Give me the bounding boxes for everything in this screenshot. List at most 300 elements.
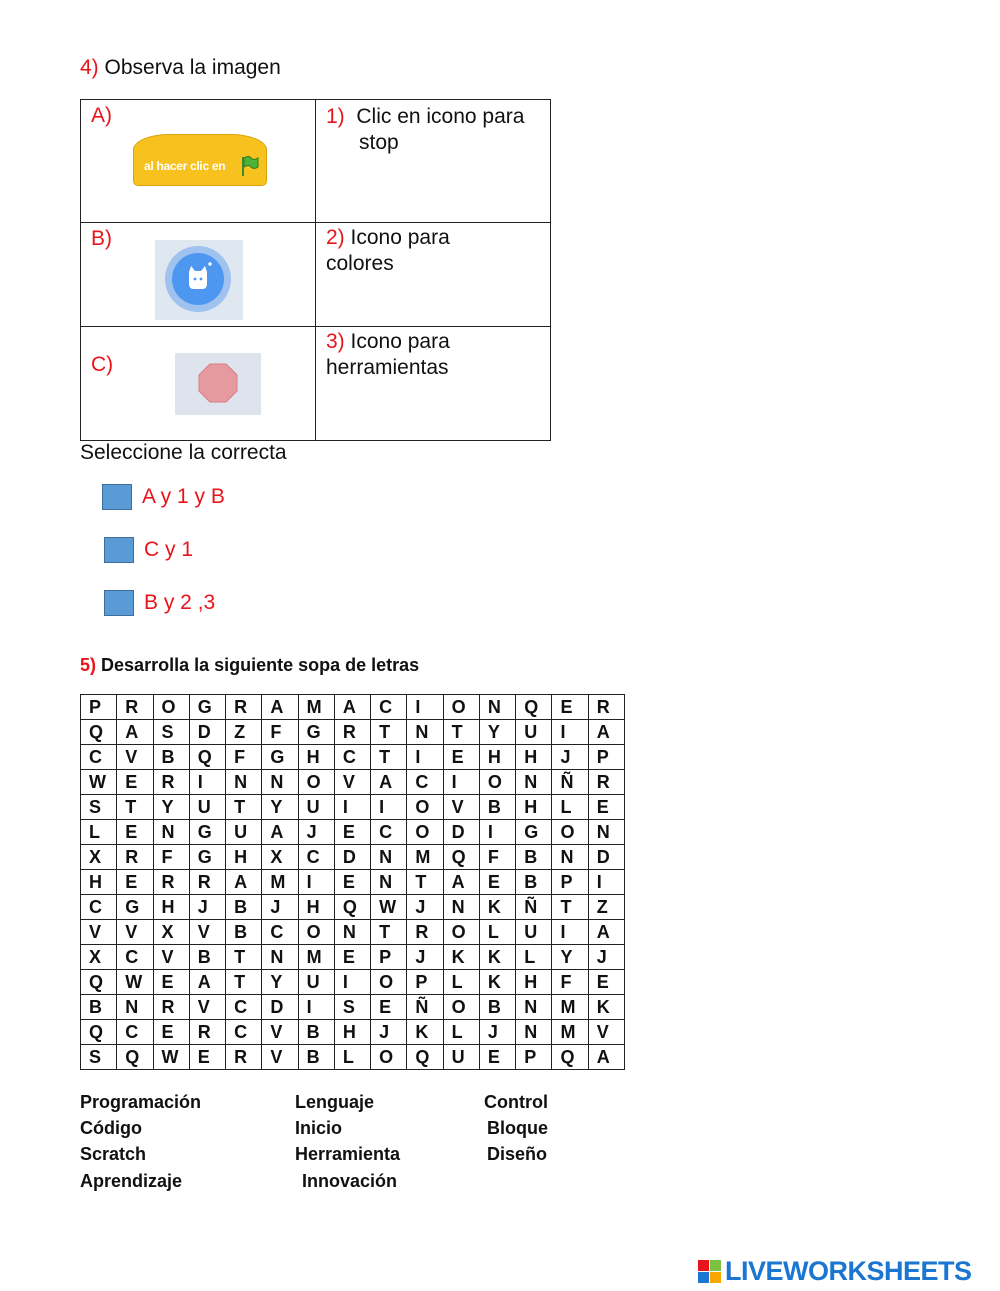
grid-cell[interactable]: E [479, 1045, 515, 1070]
grid-cell[interactable]: N [443, 895, 479, 920]
grid-cell[interactable]: Q [81, 1020, 117, 1045]
grid-cell[interactable]: R [117, 845, 153, 870]
grid-cell[interactable]: U [516, 720, 552, 745]
grid-cell[interactable]: T [371, 920, 407, 945]
word-list-item: Programación [80, 1092, 202, 1112]
stop-octagon-icon [175, 353, 261, 415]
image-cell-b [81, 223, 316, 327]
grid-cell[interactable]: L [81, 820, 117, 845]
description-text [316, 100, 550, 158]
grid-cell[interactable]: E [588, 795, 624, 820]
grid-cell[interactable]: B [226, 920, 262, 945]
grid-cell[interactable]: V [189, 995, 225, 1020]
grid-cell[interactable]: N [516, 1020, 552, 1045]
grid-cell[interactable]: Ñ [407, 995, 443, 1020]
grid-cell[interactable]: E [479, 870, 515, 895]
grid-cell[interactable]: J [552, 745, 588, 770]
description-line-1: Clic en icono para [356, 105, 525, 128]
grid-cell[interactable]: W [81, 770, 117, 795]
grid-cell[interactable]: T [226, 795, 262, 820]
grid-cell[interactable]: T [226, 945, 262, 970]
grid-cell[interactable]: T [117, 795, 153, 820]
grid-cell[interactable]: I [552, 920, 588, 945]
grid-cell[interactable]: R [407, 920, 443, 945]
grid-cell[interactable]: N [117, 995, 153, 1020]
grid-cell[interactable]: I [371, 795, 407, 820]
grid-cell[interactable]: H [334, 1020, 370, 1045]
grid-cell[interactable]: T [371, 745, 407, 770]
green-flag-icon [241, 155, 259, 177]
grid-cell[interactable]: T [371, 720, 407, 745]
grid-cell[interactable]: F [153, 845, 189, 870]
image-cell-a [81, 100, 316, 223]
grid-row [81, 895, 625, 920]
answer-checkbox[interactable] [104, 590, 134, 616]
when-flag-clicked-block-image [133, 134, 267, 186]
grid-cell[interactable]: M [298, 945, 334, 970]
grid-cell[interactable]: G [189, 845, 225, 870]
grid-cell[interactable]: E [117, 770, 153, 795]
word-list-item: Diseño [487, 1144, 548, 1164]
grid-cell[interactable]: G [298, 720, 334, 745]
grid-cell[interactable]: Z [588, 895, 624, 920]
grid-cell[interactable]: J [479, 1020, 515, 1045]
description-line-1: Icono para [350, 330, 450, 353]
grid-cell[interactable]: M [552, 995, 588, 1020]
grid-cell[interactable]: V [443, 795, 479, 820]
grid-cell[interactable]: P [552, 870, 588, 895]
grid-cell[interactable]: Q [443, 845, 479, 870]
grid-row [81, 720, 625, 745]
grid-cell[interactable]: C [226, 1020, 262, 1045]
description-cell-1 [316, 100, 551, 223]
grid-cell[interactable]: R [153, 870, 189, 895]
grid-cell[interactable]: S [153, 720, 189, 745]
grid-cell[interactable]: R [334, 720, 370, 745]
grid-cell[interactable]: M [552, 1020, 588, 1045]
word-list-item: Código [80, 1118, 142, 1138]
grid-cell[interactable]: I [552, 720, 588, 745]
grid-cell[interactable]: Y [552, 945, 588, 970]
grid-cell[interactable]: Q [334, 895, 370, 920]
word-list-item: Inicio [295, 1118, 343, 1138]
grid-cell[interactable]: E [588, 970, 624, 995]
grid-cell[interactable]: R [189, 870, 225, 895]
grid-cell[interactable]: J [189, 895, 225, 920]
grid-cell[interactable]: A [443, 870, 479, 895]
grid-row [81, 1045, 625, 1070]
grid-cell[interactable]: H [516, 795, 552, 820]
grid-cell[interactable]: U [516, 920, 552, 945]
grid-row [81, 995, 625, 1020]
grid-cell[interactable]: T [407, 870, 443, 895]
grid-cell[interactable]: X [262, 845, 298, 870]
matching-row [81, 223, 551, 327]
grid-cell[interactable]: F [479, 845, 515, 870]
grid-cell[interactable]: C [81, 745, 117, 770]
grid-cell[interactable]: Y [262, 795, 298, 820]
grid-cell[interactable]: K [407, 1020, 443, 1045]
grid-cell[interactable]: B [516, 870, 552, 895]
description-text [316, 223, 550, 279]
grid-cell[interactable]: I [443, 770, 479, 795]
grid-cell[interactable]: E [153, 1020, 189, 1045]
grid-cell[interactable]: S [81, 795, 117, 820]
grid-cell[interactable]: Y [262, 970, 298, 995]
grid-cell[interactable]: O [443, 995, 479, 1020]
grid-cell[interactable]: G [117, 895, 153, 920]
grid-cell[interactable]: E [117, 820, 153, 845]
grid-cell[interactable]: X [81, 845, 117, 870]
grid-cell[interactable]: U [226, 820, 262, 845]
grid-cell[interactable]: E [334, 945, 370, 970]
grid-cell[interactable]: R [153, 995, 189, 1020]
grid-cell[interactable]: B [298, 1020, 334, 1045]
grid-cell[interactable]: I [298, 995, 334, 1020]
grid-cell[interactable]: T [552, 895, 588, 920]
grid-cell[interactable]: M [262, 870, 298, 895]
grid-cell[interactable]: Q [81, 970, 117, 995]
grid-cell[interactable]: F [262, 720, 298, 745]
letter-label: C) [91, 353, 114, 376]
grid-cell[interactable]: L [334, 1045, 370, 1070]
grid-cell[interactable]: N [479, 695, 515, 720]
grid-cell[interactable]: V [153, 945, 189, 970]
word-list-item: Herramienta [295, 1144, 401, 1164]
cat-sprite-icon [172, 253, 224, 305]
grid-cell[interactable]: A [117, 720, 153, 745]
grid-cell[interactable]: H [81, 870, 117, 895]
option-label: C y 1 [144, 538, 194, 561]
grid-cell[interactable]: G [189, 695, 225, 720]
grid-cell[interactable]: L [552, 795, 588, 820]
question-5-number: 5) [80, 655, 97, 675]
block-text: al hacer clic en [144, 159, 226, 173]
grid-cell[interactable]: J [407, 895, 443, 920]
grid-cell[interactable]: O [443, 920, 479, 945]
cat-icon [172, 253, 224, 305]
grid-cell[interactable]: P [371, 945, 407, 970]
grid-cell[interactable]: R [588, 695, 624, 720]
grid-cell[interactable]: O [552, 820, 588, 845]
grid-cell[interactable]: Q [407, 1045, 443, 1070]
grid-cell[interactable]: F [552, 970, 588, 995]
grid-cell[interactable]: G [262, 745, 298, 770]
grid-cell[interactable]: B [479, 995, 515, 1020]
grid-row [81, 820, 625, 845]
grid-cell[interactable]: I [479, 820, 515, 845]
grid-cell[interactable]: V [588, 1020, 624, 1045]
grid-cell[interactable]: C [117, 945, 153, 970]
grid-cell[interactable]: R [153, 770, 189, 795]
grid-cell[interactable]: G [189, 820, 225, 845]
grid-cell[interactable]: N [262, 945, 298, 970]
grid-cell[interactable]: B [479, 795, 515, 820]
grid-cell[interactable]: H [226, 845, 262, 870]
grid-cell[interactable]: K [479, 970, 515, 995]
grid-cell[interactable]: S [334, 995, 370, 1020]
grid-cell[interactable]: I [334, 970, 370, 995]
grid-cell[interactable]: N [226, 770, 262, 795]
grid-cell[interactable]: M [407, 845, 443, 870]
grid-cell[interactable]: U [189, 795, 225, 820]
word-list-item: Innovación [302, 1171, 398, 1191]
grid-cell[interactable]: A [588, 720, 624, 745]
grid-cell[interactable]: A [371, 770, 407, 795]
select-instruction: Seleccione la correcta [80, 441, 287, 464]
image-cell-c [81, 327, 316, 441]
grid-cell[interactable]: C [298, 845, 334, 870]
grid-cell[interactable]: D [588, 845, 624, 870]
grid-cell[interactable]: C [226, 995, 262, 1020]
grid-cell[interactable]: N [588, 820, 624, 845]
grid-cell[interactable]: J [407, 945, 443, 970]
grid-cell[interactable]: P [81, 695, 117, 720]
grid-cell[interactable]: B [298, 1045, 334, 1070]
grid-cell[interactable]: D [262, 995, 298, 1020]
grid-cell[interactable]: E [334, 870, 370, 895]
grid-cell[interactable]: L [516, 945, 552, 970]
grid-cell[interactable]: Q [552, 1045, 588, 1070]
liveworksheets-logo [698, 1256, 972, 1287]
grid-row [81, 920, 625, 945]
grid-cell[interactable]: H [298, 895, 334, 920]
grid-cell[interactable]: C [371, 695, 407, 720]
word-list-item: Bloque [487, 1118, 548, 1138]
grid-cell[interactable]: T [226, 970, 262, 995]
logo-blocks-icon [698, 1260, 721, 1283]
grid-cell[interactable]: R [226, 1045, 262, 1070]
grid-cell[interactable]: A [262, 820, 298, 845]
logo-text: LIVEWORKSHEETS [725, 1256, 972, 1286]
grid-cell[interactable]: A [334, 695, 370, 720]
answer-option-3[interactable] [104, 590, 215, 616]
grid-cell[interactable]: C [117, 1020, 153, 1045]
grid-cell[interactable]: N [334, 920, 370, 945]
letter-label: B) [91, 227, 112, 250]
grid-cell[interactable]: C [334, 745, 370, 770]
grid-row [81, 970, 625, 995]
grid-cell[interactable]: V [189, 920, 225, 945]
grid-cell[interactable]: X [153, 920, 189, 945]
grid-cell[interactable]: Ñ [552, 770, 588, 795]
grid-cell[interactable]: G [516, 820, 552, 845]
grid-cell[interactable]: T [443, 720, 479, 745]
grid-cell[interactable]: O [371, 970, 407, 995]
grid-row [81, 1020, 625, 1045]
grid-cell[interactable]: J [262, 895, 298, 920]
answer-checkbox[interactable] [104, 537, 134, 563]
answer-checkbox[interactable] [102, 484, 132, 510]
grid-cell[interactable]: Y [479, 720, 515, 745]
grid-cell[interactable]: W [117, 970, 153, 995]
matching-row [81, 100, 551, 223]
grid-cell[interactable]: N [407, 720, 443, 745]
grid-cell[interactable]: R [588, 770, 624, 795]
grid-cell[interactable]: H [479, 745, 515, 770]
grid-cell[interactable]: O [298, 770, 334, 795]
word-list-item: Aprendizaje [80, 1171, 183, 1191]
word-list-item: Lenguaje [295, 1092, 375, 1112]
grid-cell[interactable]: N [552, 845, 588, 870]
letter-label: A) [91, 104, 112, 127]
description-cell-2 [316, 223, 551, 327]
grid-cell[interactable]: N [371, 845, 407, 870]
grid-cell[interactable]: P [588, 745, 624, 770]
question-4-text: Observa la imagen [104, 56, 281, 79]
number-label: 2) [326, 226, 345, 249]
question-4-heading [80, 56, 281, 80]
grid-cell[interactable]: K [479, 945, 515, 970]
description-cell-3 [316, 327, 551, 441]
grid-cell[interactable]: A [588, 1045, 624, 1070]
grid-cell[interactable]: R [117, 695, 153, 720]
grid-cell[interactable]: H [298, 745, 334, 770]
question-5-heading [80, 655, 419, 676]
grid-cell[interactable]: I [298, 870, 334, 895]
grid-row [81, 745, 625, 770]
grid-cell[interactable]: B [153, 745, 189, 770]
matching-table [80, 99, 551, 441]
grid-cell[interactable]: V [117, 920, 153, 945]
grid-cell[interactable]: X [81, 945, 117, 970]
grid-cell[interactable]: E [117, 870, 153, 895]
grid-cell[interactable]: Ñ [516, 895, 552, 920]
grid-cell[interactable]: O [479, 770, 515, 795]
grid-cell[interactable]: D [334, 845, 370, 870]
grid-cell[interactable]: L [443, 970, 479, 995]
grid-cell[interactable]: R [226, 695, 262, 720]
grid-cell[interactable]: I [334, 795, 370, 820]
grid-cell[interactable]: J [588, 945, 624, 970]
grid-cell[interactable]: I [407, 745, 443, 770]
grid-cell[interactable]: H [516, 745, 552, 770]
word-list-item: Scratch [80, 1144, 147, 1164]
grid-cell[interactable]: B [516, 845, 552, 870]
grid-cell[interactable]: C [81, 895, 117, 920]
grid-cell[interactable]: L [479, 920, 515, 945]
description-line-2: stop [359, 131, 399, 154]
grid-cell[interactable]: W [153, 1045, 189, 1070]
answer-option-2[interactable] [104, 537, 193, 563]
grid-cell[interactable]: U [298, 795, 334, 820]
grid-cell[interactable]: N [371, 870, 407, 895]
grid-cell[interactable]: P [516, 1045, 552, 1070]
option-label: A y 1 y B [142, 485, 225, 508]
choose-sprite-icon-image [155, 240, 243, 320]
grid-cell[interactable]: L [443, 1020, 479, 1045]
description-text [316, 327, 550, 383]
grid-cell[interactable]: O [443, 695, 479, 720]
answer-option-1[interactable] [102, 484, 225, 510]
grid-cell[interactable]: U [443, 1045, 479, 1070]
grid-cell[interactable]: K [443, 945, 479, 970]
question-5-text: Desarrolla la siguiente sopa de letras [101, 655, 420, 675]
grid-cell[interactable]: F [226, 745, 262, 770]
grid-cell[interactable]: E [334, 820, 370, 845]
grid-cell[interactable]: V [262, 1045, 298, 1070]
grid-cell[interactable]: M [298, 695, 334, 720]
grid-cell[interactable]: H [153, 895, 189, 920]
grid-cell[interactable]: Q [516, 695, 552, 720]
grid-cell[interactable]: Q [81, 720, 117, 745]
grid-cell[interactable]: V [81, 920, 117, 945]
description-line-1: Icono para [350, 226, 450, 249]
grid-cell[interactable]: J [371, 1020, 407, 1045]
grid-cell[interactable]: N [516, 995, 552, 1020]
grid-cell[interactable]: B [226, 895, 262, 920]
grid-cell[interactable]: V [117, 745, 153, 770]
question-4-number: 4) [80, 56, 99, 79]
grid-cell[interactable]: W [371, 895, 407, 920]
grid-cell[interactable]: A [262, 695, 298, 720]
grid-cell[interactable]: I [189, 770, 225, 795]
choose-sprite-icon-bg [165, 246, 231, 312]
grid-cell[interactable]: Q [117, 1045, 153, 1070]
grid-cell[interactable]: O [371, 1045, 407, 1070]
grid-cell[interactable]: O [407, 820, 443, 845]
grid-cell[interactable]: O [407, 795, 443, 820]
matching-row [81, 327, 551, 441]
grid-cell[interactable]: U [298, 970, 334, 995]
grid-row [81, 945, 625, 970]
grid-cell[interactable]: Y [153, 795, 189, 820]
grid-cell[interactable]: K [588, 995, 624, 1020]
number-label: 3) [326, 330, 345, 353]
description-line-2: colores [326, 252, 394, 275]
grid-cell[interactable]: S [81, 1045, 117, 1070]
grid-cell[interactable]: D [189, 720, 225, 745]
grid-cell[interactable]: N [516, 770, 552, 795]
grid-cell[interactable]: D [443, 820, 479, 845]
grid-cell[interactable]: O [153, 695, 189, 720]
grid-row [81, 770, 625, 795]
grid-cell[interactable]: I [588, 870, 624, 895]
grid-cell[interactable]: A [226, 870, 262, 895]
grid-cell[interactable]: H [516, 970, 552, 995]
grid-cell[interactable]: C [371, 820, 407, 845]
grid-cell[interactable]: J [298, 820, 334, 845]
grid-cell[interactable]: C [262, 920, 298, 945]
grid-cell[interactable]: E [371, 995, 407, 1020]
grid-cell[interactable]: E [189, 1045, 225, 1070]
grid-cell[interactable]: B [81, 995, 117, 1020]
grid-cell[interactable]: P [407, 970, 443, 995]
grid-cell[interactable]: R [189, 1020, 225, 1045]
grid-cell[interactable]: A [588, 920, 624, 945]
grid-cell[interactable]: V [262, 1020, 298, 1045]
grid-cell[interactable]: Z [226, 720, 262, 745]
grid-row [81, 845, 625, 870]
number-label: 1) [326, 105, 345, 128]
grid-cell[interactable]: N [262, 770, 298, 795]
grid-cell[interactable]: E [443, 745, 479, 770]
grid-cell[interactable]: V [334, 770, 370, 795]
grid-row [81, 795, 625, 820]
word-list-item: Control [484, 1092, 548, 1112]
grid-cell[interactable]: Q [189, 745, 225, 770]
stop-icon-image [175, 353, 261, 415]
grid-cell[interactable]: C [407, 770, 443, 795]
grid-cell[interactable]: E [552, 695, 588, 720]
grid-cell[interactable]: O [298, 920, 334, 945]
grid-cell[interactable]: I [407, 695, 443, 720]
grid-cell[interactable]: A [189, 970, 225, 995]
grid-cell[interactable]: K [479, 895, 515, 920]
grid-cell[interactable]: N [153, 820, 189, 845]
grid-cell[interactable]: E [153, 970, 189, 995]
grid-cell[interactable]: B [189, 945, 225, 970]
